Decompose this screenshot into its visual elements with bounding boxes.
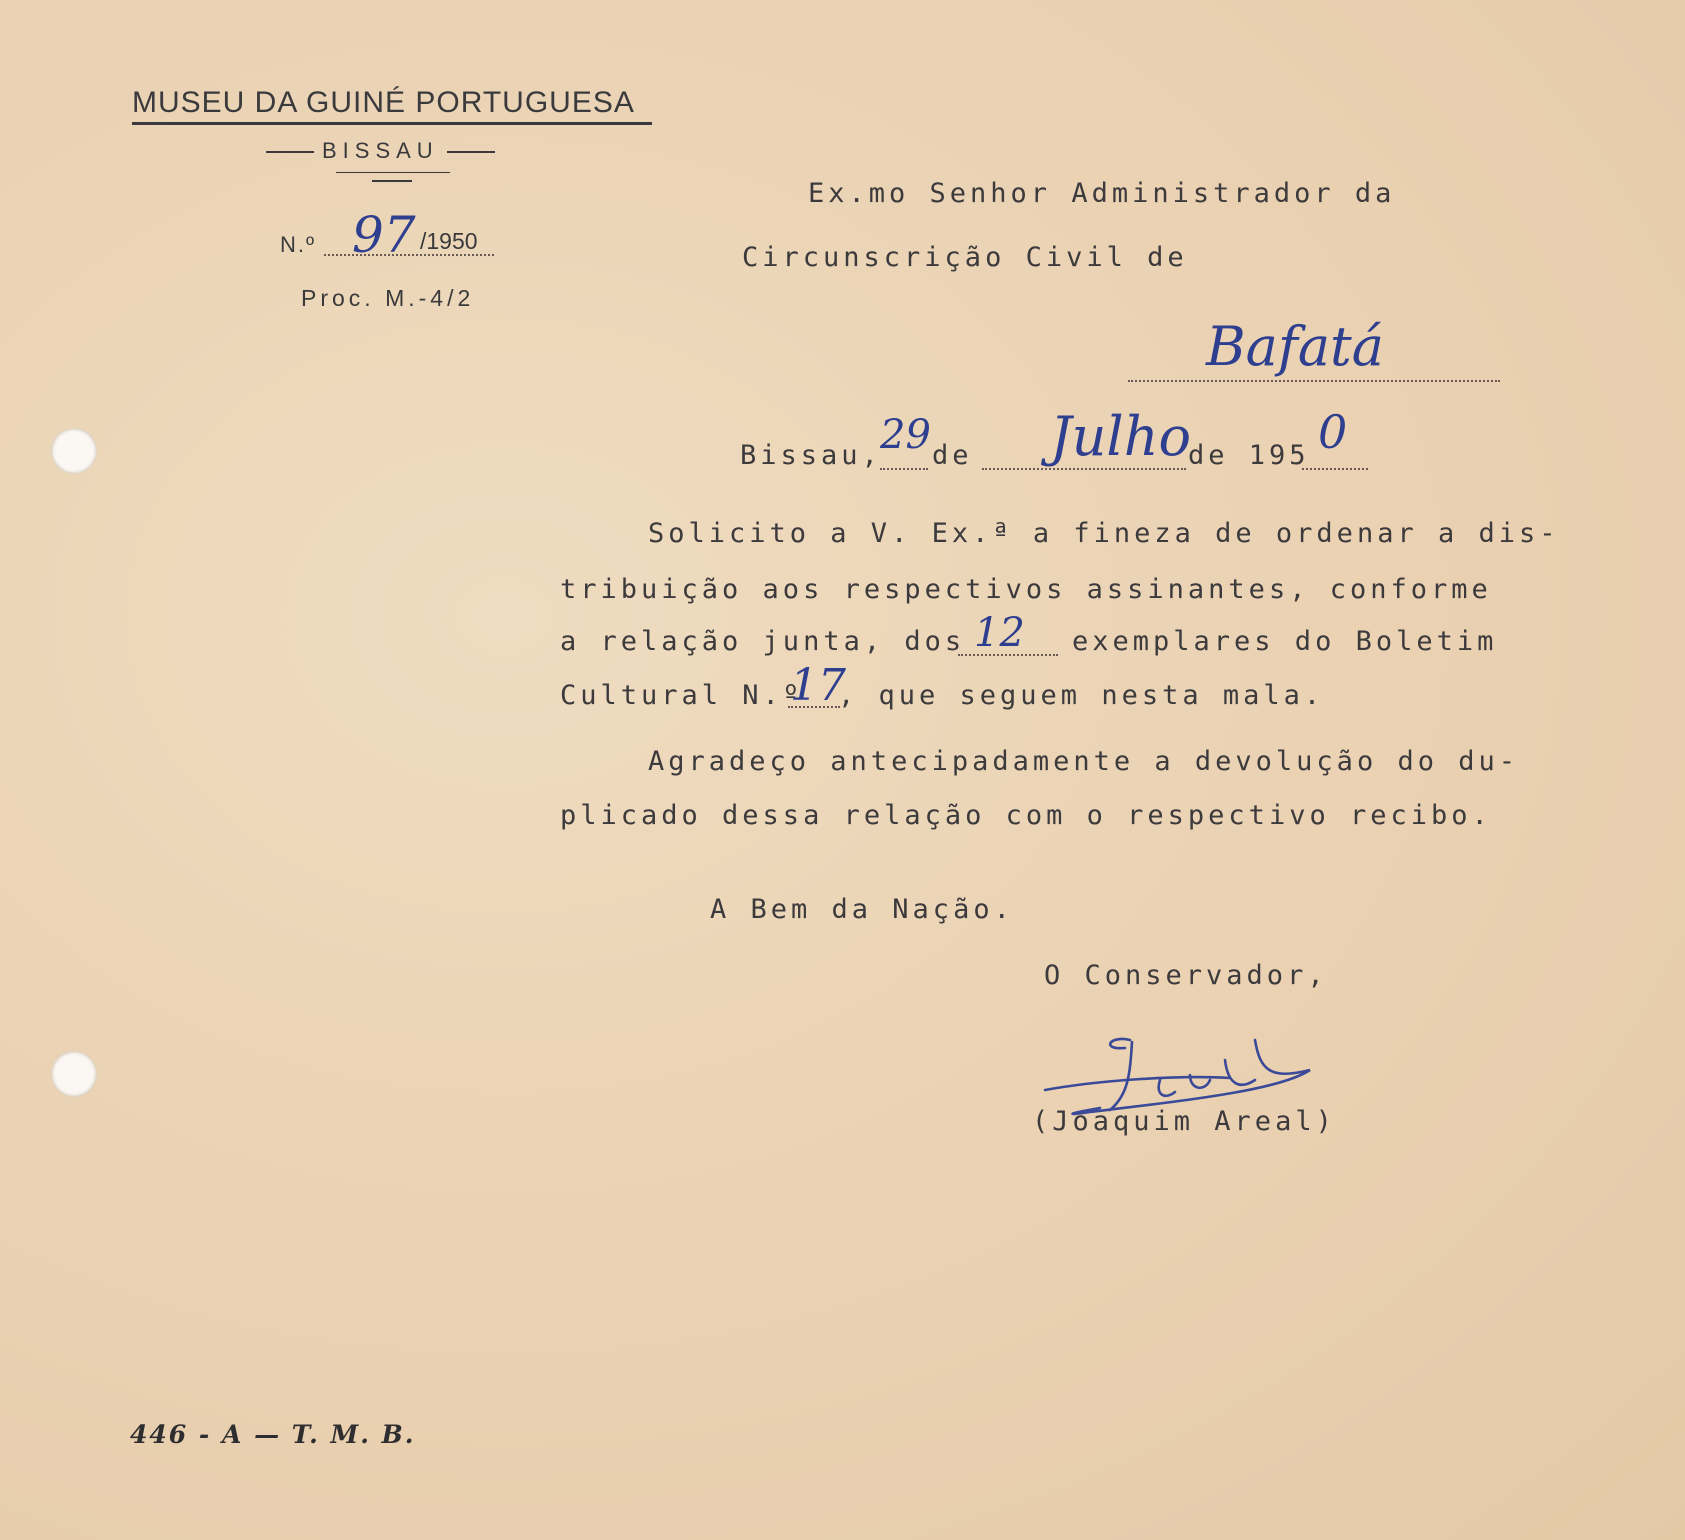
letterhead-city: BISSAU <box>258 138 503 164</box>
reference-number-year: /1950 <box>420 228 478 254</box>
body-line-4b: , que seguem nesta mala. <box>838 680 1325 711</box>
addressee-place-dots <box>1128 380 1500 382</box>
date-sep-2: de 195 <box>1188 440 1310 471</box>
addressee-line-2: Circunscrição Civil de <box>742 242 1188 273</box>
addressee-line-1: Ex.mo Senhor Administrador da <box>808 178 1396 209</box>
date-year-dots <box>1302 468 1368 470</box>
punch-hole-top <box>51 428 97 474</box>
body-line-4a: Cultural N.º <box>560 680 804 711</box>
body-line-3b: exemplares do Boletim <box>1072 626 1498 657</box>
date-month: Julho <box>1050 405 1191 468</box>
letterhead-divider <box>336 172 450 173</box>
date-year-digit: 0 <box>1318 405 1348 459</box>
body-line-5: Agradeço antecipadamente a devolução do du- <box>648 746 1519 777</box>
body-line-6: plicado dessa relação com o respectivo recibo. <box>560 800 1492 831</box>
date-day-dots <box>880 468 928 470</box>
letterhead-rule <box>132 122 652 125</box>
date-day: 29 <box>880 412 931 458</box>
reference-number-label: N.º <box>280 232 317 257</box>
date-sep-1: de <box>932 440 973 471</box>
process-reference: Proc. M.-4/2 <box>301 285 475 311</box>
date-month-dots <box>982 468 1186 470</box>
institution-name: MUSEU DA GUINÉ PORTUGUESA <box>132 86 635 119</box>
punch-hole-bottom <box>51 1051 97 1097</box>
closing-salutation: A Bem da Nação. <box>710 894 1014 925</box>
copies-count: 12 <box>974 610 1025 656</box>
bulletin-number: 17 <box>790 660 846 711</box>
signatory-name: (Joaquim Areal) <box>1032 1106 1336 1137</box>
body-line-2: tribuição aos respectivos assinantes, conforme <box>560 574 1492 605</box>
form-code: 446 - A — T. M. B. <box>130 1420 416 1449</box>
addressee-place: Bafatá <box>1206 315 1384 378</box>
letterhead-divider-short <box>372 180 412 182</box>
date-prefix: Bissau, <box>740 440 882 471</box>
body-line-3a: a relação junta, dos <box>560 626 966 657</box>
reference-number-value: 97 <box>352 206 416 264</box>
signatory-role: O Conservador, <box>1044 960 1328 991</box>
body-line-1: Solicito a V. Ex.ª a fineza de ordenar a dis- <box>648 518 1560 549</box>
